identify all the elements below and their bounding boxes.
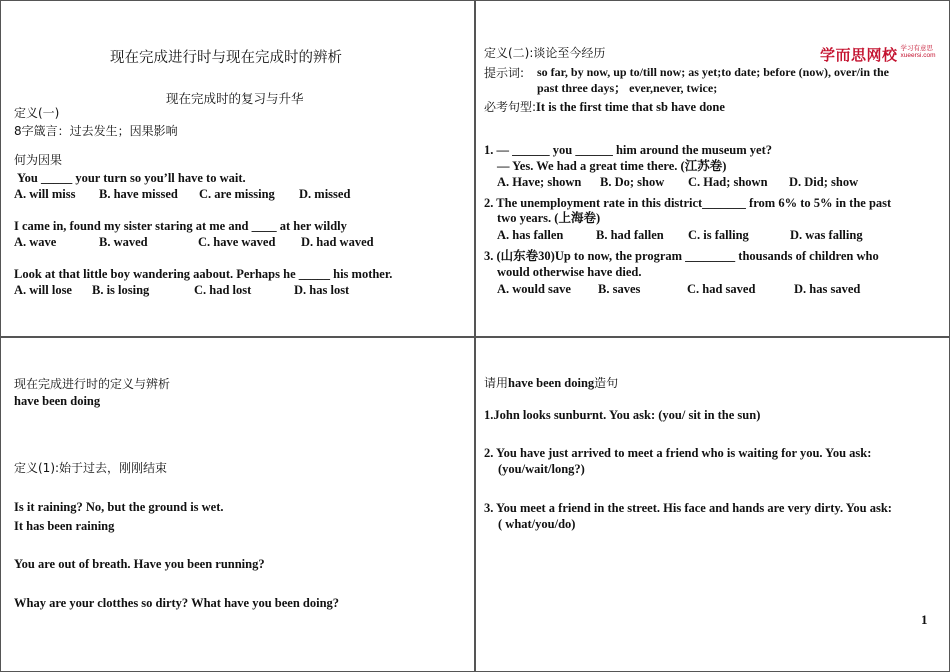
exercise-2-line-1: 2. The unemployment rate in this district_______ from 6% to 5% in the past [484, 196, 892, 210]
sentence-task-2-line-1: 2. You have just arrived to meet a friend who is waiting for you. You ask: [484, 446, 872, 460]
question-1-options [14, 187, 350, 202]
must-test-text: It is the first time that sb have done [536, 100, 725, 114]
option: C. is falling [688, 228, 749, 242]
option: B. had fallen [596, 228, 664, 242]
option: C. had lost [194, 283, 252, 297]
question-2-options [14, 235, 374, 250]
option: B. have missed [99, 187, 178, 201]
page-title: 现在完成进行时与现在完成时的辨析 [110, 50, 342, 66]
option: B. Do; show [600, 175, 665, 189]
exercise-3-line-2: would otherwise have died. [497, 265, 642, 279]
exercise-1-line-1: 1. — ______ you ______ him around the museum yet? [484, 143, 772, 157]
heading-form: have been doing [508, 376, 595, 390]
sentence-task-1: 1.John looks sunburnt. You ask: (you/ sit in the sun) [484, 408, 761, 422]
option: A. will lose [14, 283, 72, 297]
must-test-label: 必考句型: [484, 100, 537, 114]
example-1-line-2: It has been raining [14, 519, 115, 533]
section-heading: 现在完成进行时的定义与辨析 [14, 377, 171, 391]
brand-logo [820, 44, 936, 65]
example-1-line-1: Is it raining? No, but the ground is wet. [14, 500, 224, 514]
example-3: Whay are your clotthes so dirty? What have you been doing? [14, 596, 340, 610]
definition-one-label: 定义(一) [14, 106, 60, 120]
hint-words-line-2: past three days； ever,never, twice; [537, 81, 718, 95]
option: D. has lost [294, 283, 350, 297]
option: C. had saved [687, 282, 756, 296]
exercise-3-options [497, 282, 860, 297]
option: D. was falling [790, 228, 863, 242]
logo-url: xueersi.com [900, 52, 936, 59]
option: A. wave [14, 235, 57, 249]
option: A. has fallen [497, 228, 564, 242]
option: B. saves [598, 282, 641, 296]
subtitle: 现在完成时的复习与升华 [166, 91, 304, 106]
exercise-2-line-2: two years. (上海卷) [497, 211, 601, 225]
page-number: 1 [921, 612, 928, 627]
option: B. is losing [92, 283, 150, 297]
mnemonic-text: 8字箴言：过去发生；因果影响 [14, 124, 178, 138]
logo-tagline: 学习有意思 [900, 44, 934, 52]
exercise-heading [484, 376, 618, 391]
logo-text: 学而思网校 [820, 46, 898, 64]
option: D. has saved [794, 282, 861, 296]
option: B. waved [99, 235, 148, 249]
option: C. have waved [198, 235, 276, 249]
exercise-3-line-1: 3. (山东卷30)Up to now, the program ________ thousands of children who [484, 249, 879, 263]
example-2: You are out of breath. Have you been running? [14, 557, 265, 571]
option: A. Have; shown [497, 175, 582, 189]
option: D. Did; show [789, 175, 859, 189]
definition-1-label: 定义(1):始于过去，刚刚结束 [14, 461, 168, 475]
definition-two-label: 定义(二):谈论至今经历 [484, 46, 606, 60]
exercise-1-options [497, 175, 858, 190]
hint-words-line-1: so far, by now, up to/till now; as yet;to date; before (now), over/in the [537, 65, 889, 79]
question-2-text: I came in, found my sister staring at me and ____ at her wildly [14, 219, 347, 233]
cause-effect-label: 何为因果 [14, 153, 63, 167]
sentence-task-2-line-2: (you/wait/long?) [498, 462, 585, 476]
must-test-pattern [484, 100, 725, 115]
option: A. would save [497, 282, 571, 296]
question-3-text: Look at that little boy wandering aabout. Perhaps he _____ his mother. [14, 267, 393, 281]
option: C. are missing [199, 187, 275, 201]
question-3-options [14, 283, 349, 298]
tense-form: have been doing [14, 394, 101, 408]
sentence-task-3-line-2: ( what/you/do) [498, 517, 576, 531]
option: D. missed [299, 187, 351, 201]
sentence-task-3-line-1: 3. You meet a friend in the street. His face and hands are very dirty. You ask: [484, 501, 892, 515]
option: D. had waved [301, 235, 374, 249]
heading-suffix: 造句 [594, 376, 619, 390]
hint-words-label: 提示词: [484, 66, 525, 80]
option: A. will miss [14, 187, 76, 201]
question-1-text: You _____ your turn so you’ll have to wait. [17, 171, 246, 185]
option: C. Had; shown [688, 175, 768, 189]
heading-prefix: 请用 [484, 376, 509, 390]
exercise-2-options [497, 228, 863, 243]
exercise-1-line-2: — Yes. We had a great time there. (江苏卷) [497, 159, 727, 173]
